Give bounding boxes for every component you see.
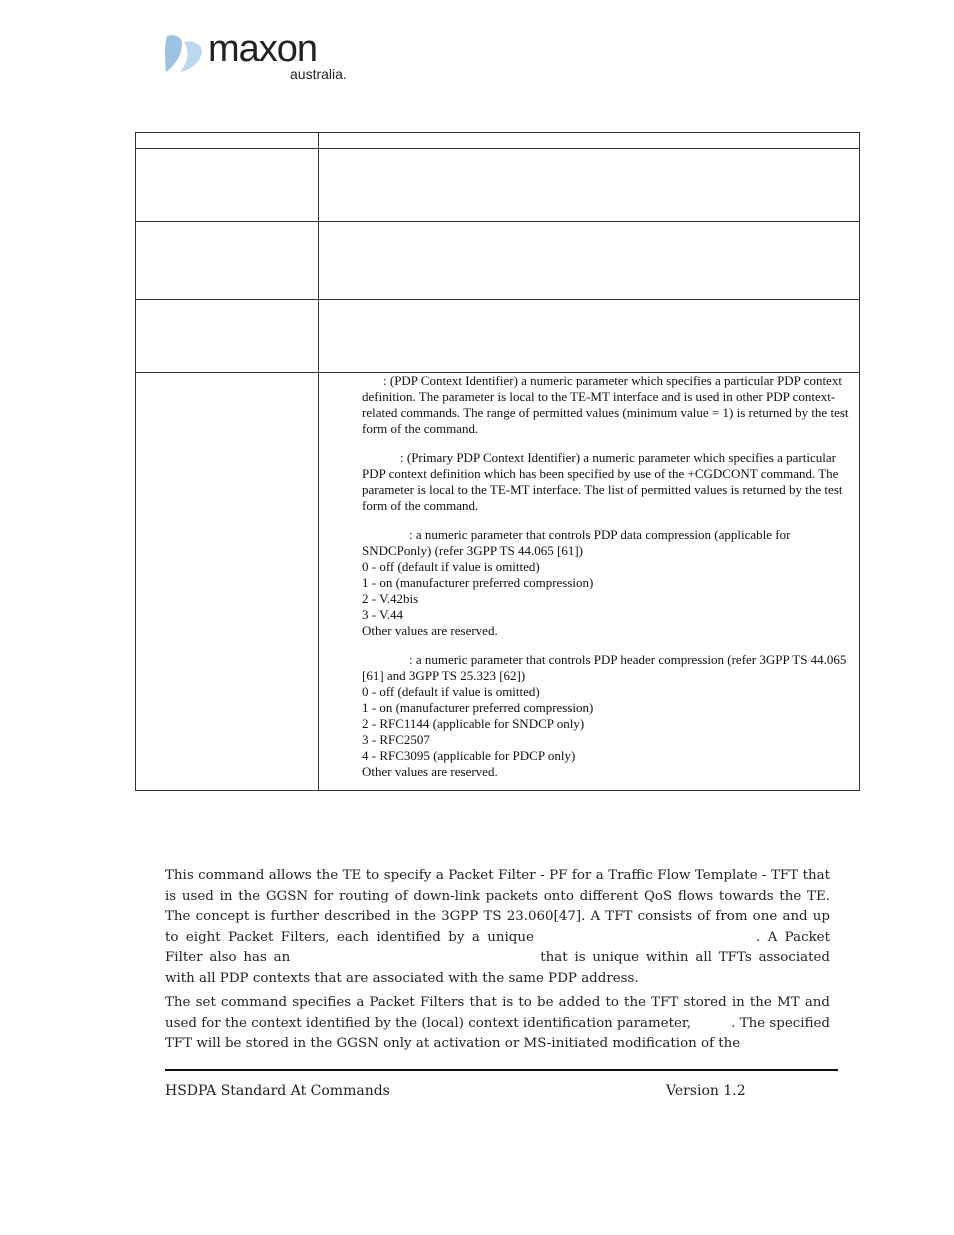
- desc-cell: [319, 300, 860, 373]
- paragraph-1-text-a: This command allows the TE to specify a Packet Filter - PF for a Traffic Flow Template - TFT that is used in the GGSN for routing of down-link packets onto different QoS flows towards the TE. The concept is further described in the 3GPP TS 23.060[47]. A TFT consists of from one and up to eight Packet Filters, each identified by a unique: [165, 868, 830, 945]
- logo-wordmark: maxon: [208, 28, 318, 70]
- parameter-table: [135, 132, 860, 791]
- table-row: [136, 133, 860, 149]
- param-cell: [136, 373, 319, 791]
- p-cid-description: : (Primary PDP Context Identifier) a numeric parameter which specifies a particular PDP context definition which has been specified by use of the +CGDCONT command. The parameter is local to the TE-MT interface. The list of permitted values is returned by the test form of the command.: [362, 450, 843, 513]
- paragraph-2-text-a: The set command specifies a Packet Filters that is to be added to the TFT stored in the MT and used for the context identified by the (local) context identification parameter,: [165, 995, 830, 1031]
- desc-cell: [319, 222, 860, 300]
- footer-version: Version 1.2: [666, 1083, 746, 1099]
- table-row: [136, 373, 860, 791]
- paragraph-1-text-b: . A Packet Filter also has an: [165, 929, 830, 965]
- footer-title: HSDPA Standard At Commands: [165, 1083, 390, 1099]
- d-comp-description: : a numeric parameter that controls PDP data compression (applicable for SNDCPonly) (refer 3GPP TS 44.065 [61]) 0 - off (default if value is omitted) 1 - on (manufacturer preferred compression) 2 - V.42bis 3 - V.44 Other values are reserved.: [362, 527, 791, 638]
- h-comp-description: : a numeric parameter that controls PDP header compression (refer 3GPP TS 44.065 [61] and 3GPP TS 25.323 [62]) 0 - off (default if value is omitted) 1 - on (manufacturer preferred compression) 2 - RFC1144 (applicable for SNDCP only) 3 - RFC2507 4 - RFC3095 (applicable for PDCP only) Other values are reserved.: [362, 652, 847, 779]
- param-cell: [136, 149, 319, 222]
- desc-cell: [319, 373, 860, 791]
- paragraph-1-text-c: that is unique within all TFTs associated with all PDP contexts that are associated with the same PDP address.: [165, 950, 830, 986]
- footer-divider: [165, 1069, 838, 1071]
- param-cell: [136, 222, 319, 300]
- paragraph-2-text-b: . The specified TFT will be stored in the GGSN only at activation or MS-initiated modification of the: [165, 1015, 831, 1051]
- desc-cell: [319, 149, 860, 222]
- logo-subtitle: australia.: [290, 66, 347, 82]
- table-row: [136, 300, 860, 373]
- paragraph-2: [165, 993, 830, 1055]
- desc-cell: [319, 133, 860, 149]
- swoosh-logo-icon: [164, 34, 204, 74]
- param-cell: [136, 133, 319, 149]
- table-row: [136, 222, 860, 300]
- param-cell: [136, 300, 319, 373]
- table-row: [136, 149, 860, 222]
- cid-description: : (PDP Context Identifier) a numeric parameter which specifies a particular PDP context definition. The parameter is local to the TE-MT interface and is used in other PDP context-related commands. The range of permitted values (minimum value = 1) is returned by the test form of the command.: [362, 373, 849, 436]
- paragraph-1: [165, 866, 830, 989]
- maxon-logo: [164, 28, 364, 82]
